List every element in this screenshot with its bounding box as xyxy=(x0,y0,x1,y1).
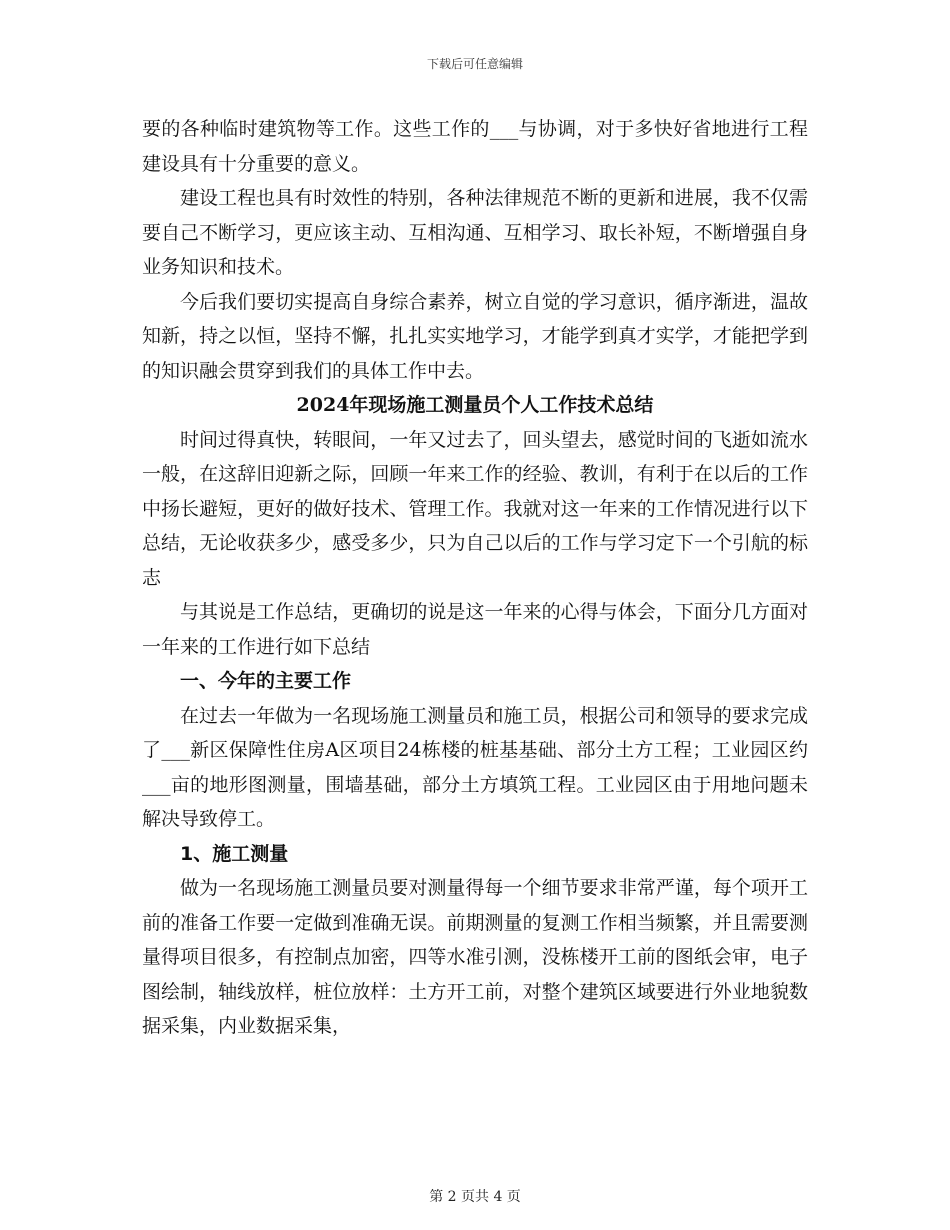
section-heading-main-work: 一、今年的主要工作 xyxy=(180,670,352,692)
paragraph-main-work: 在过去一年做为一名现场施工测量员和施工员，根据公司和领导的要求完成了___新区保障性住房A区项目24栋楼的桩基基础、部分土方工程；工业园区约___亩的地形图测量，围墙基础，部分土方填筑工程。工业园区由于用地问题未解决导致停工。 xyxy=(142,704,808,830)
page-header: 下载后可任意编辑 xyxy=(426,57,523,71)
document-body xyxy=(142,112,808,1044)
section-heading-survey: 1、施工测量 xyxy=(180,842,289,865)
page-footer: 第 2 页共 4 页 xyxy=(429,1189,521,1205)
paragraph-continuation: 要的各种临时建筑物等工作。这些工作的___与协调，对于多快好省地进行工程建设具有十分重要的意义。 xyxy=(142,118,808,175)
paragraph-survey: 做为一名现场施工测量员要对测量得每一个细节要求非常严谨，每个项开工前的准备工作要一定做到准确无误。前期测量的复测工作相当频繁，并且需要测量得项目很多，有控制点加密，四等水准引测，没栋楼开工前的图纸会审，电子图绘制，轴线放样，桩位放样：土方开工前，对整个建筑区域要进行外业地貌数据采集，内业数据采集， xyxy=(142,877,808,1037)
document-title: 2024年现场施工测量员个人工作技术总结 xyxy=(296,394,654,416)
paragraph-summary: 与其说是工作总结，更确切的说是这一年来的心得与体会，下面分几方面对一年来的工作进行如下总结 xyxy=(142,601,808,658)
paragraph-learning: 建设工程也具有时效性的特别，各种法律规范不断的更新和进展，我不仅需要自己不断学习，更应该主动、互相沟通、互相学习、取长补短，不断增强自身业务知识和技术。 xyxy=(142,187,808,278)
paragraph-intro: 时间过得真快，转眼间，一年又过去了，回头望去，感觉时间的飞逝如流水一般，在这辞旧迎新之际，回顾一年来工作的经验、教训，有利于在以后的工作中扬长避短，更好的做好技术、管理工作。我就对这一年来的工作情况进行以下总结，无论收获多少，感受多少，只为自己以后的工作与学习定下一个引航的标志 xyxy=(142,428,808,589)
paragraph-future: 今后我们要切实提高自身综合素养，树立自觉的学习意识，循序渐进，温故知新，持之以恒，坚持不懈，扎扎实实地学习，才能学到真才实学，才能把学到的知识融会贯穿到我们的具体工作中去。 xyxy=(142,290,808,382)
